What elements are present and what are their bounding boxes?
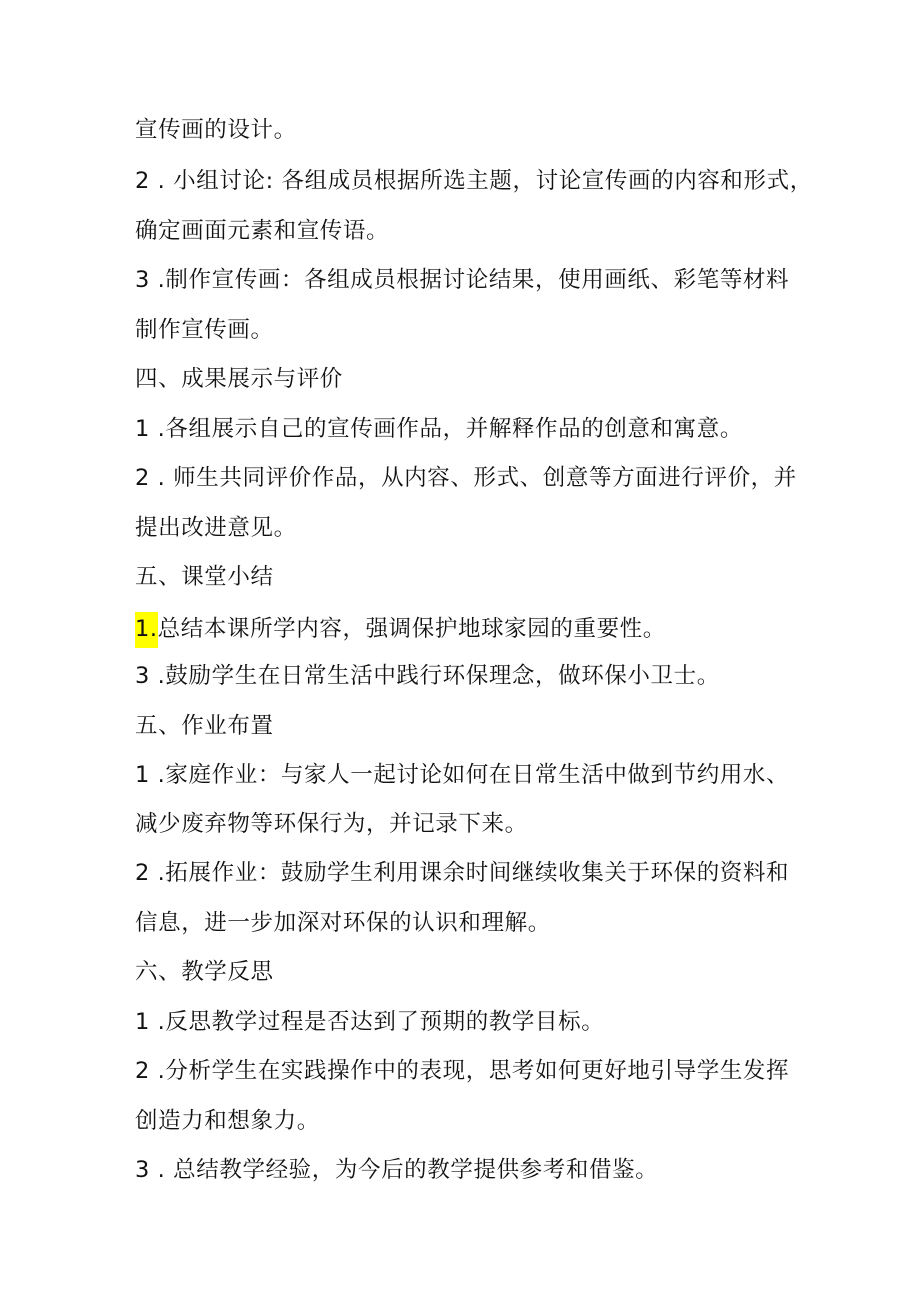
text-line: 3 .制作宣传画：各组成员根据讨论结果，使用画纸、彩笔等材料 bbox=[135, 267, 790, 293]
text-line: 宣传画的设计。 bbox=[135, 117, 297, 143]
highlighted-text-line bbox=[135, 612, 666, 648]
text-line: 制作宣传画。 bbox=[135, 317, 274, 343]
text-highlight: 1. bbox=[135, 612, 158, 648]
text-line: 2 .拓展作业：鼓励学生利用课余时间继续收集关于环保的资料和 bbox=[135, 860, 790, 886]
text-line: 3 .鼓励学生在日常生活中践行环保理念，做环保小卫士。 bbox=[135, 663, 720, 689]
section-heading: 五、作业布置 bbox=[135, 713, 274, 739]
section-heading: 四、成果展示与评价 bbox=[135, 366, 343, 392]
section-heading: 六、教学反思 bbox=[135, 959, 274, 985]
text-line: 减少废弃物等环保行为，并记录下来。 bbox=[135, 811, 528, 837]
text-line: 1 .各组展示自己的宣传画作品，并解释作品的创意和寓意。 bbox=[135, 416, 743, 442]
section-heading: 五、课堂小结 bbox=[135, 564, 274, 590]
text-line: 确定画面元素和宣传语。 bbox=[135, 218, 390, 244]
text-line: 1 .家庭作业：与家人一起讨论如何在日常生活中做到节约用水、 bbox=[135, 762, 790, 788]
text-line: 3 . 总结教学经验，为今后的教学提供参考和借鉴。 bbox=[135, 1157, 659, 1183]
text-line: 提出改进意见。 bbox=[135, 515, 297, 541]
highlighted-line-text: 总结本课所学内容，强调保护地球家园的重要性。 bbox=[157, 616, 666, 642]
text-line: 1 .反思教学过程是否达到了预期的教学目标。 bbox=[135, 1009, 605, 1035]
text-line: 2 . 师生共同评价作品，从内容、形式、创意等方面进行评价，并 bbox=[135, 465, 797, 491]
text-line: 信息，进一步加深对环保的认识和理解。 bbox=[135, 910, 551, 936]
text-line: 2 .分析学生在实践操作中的表现，思考如何更好地引导学生发挥 bbox=[135, 1058, 790, 1084]
text-line: 创造力和想象力。 bbox=[135, 1108, 320, 1134]
text-line: 2 . 小组讨论: 各组成员根据所选主题，讨论宣传画的内容和形式， bbox=[135, 168, 813, 194]
